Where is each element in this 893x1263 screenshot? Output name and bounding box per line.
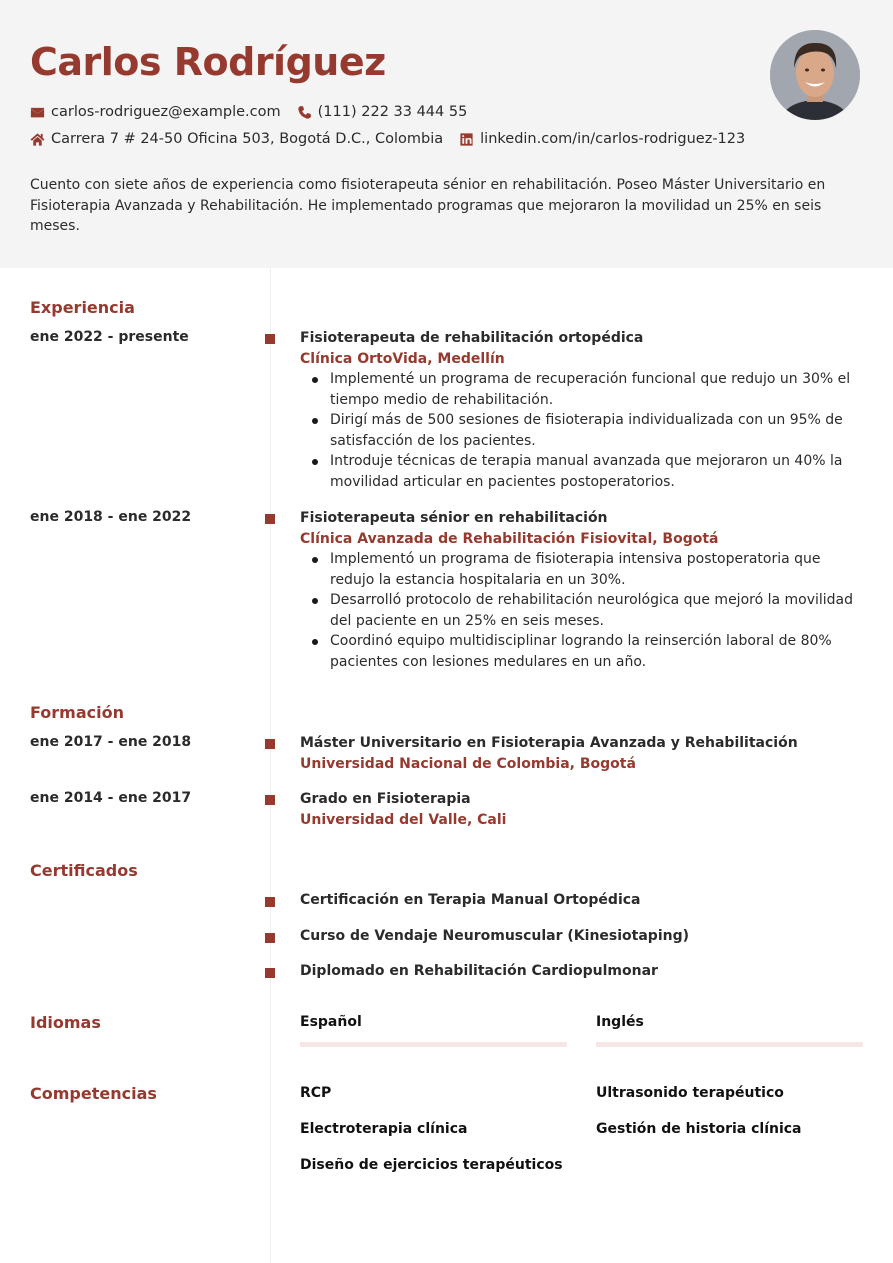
contact-phone[interactable]: [297, 104, 468, 120]
education-degree: Grado en Fisioterapia: [300, 791, 471, 807]
bullet-item: Implementé un programa de recuperación funcional que redujo un 30% el tiempo medio de rehabilitación.: [300, 369, 865, 410]
timeline-marker: [265, 897, 275, 907]
bullet-item: Introduje técnicas de terapia manual avanzada que mejoraron un 40% la movilidad articular en pacientes postoperatorios.: [300, 451, 865, 492]
education-degree: Máster Universitario en Fisioterapia Avanzada y Rehabilitación: [300, 735, 798, 751]
certificate-item: Certificación en Terapia Manual Ortopédica: [300, 892, 641, 908]
language-level-bar: [596, 1042, 863, 1047]
experience-details: [300, 328, 865, 492]
profile-photo-image: [770, 30, 860, 120]
timeline-marker: [265, 968, 275, 978]
language-item: [300, 1014, 567, 1047]
experience-bullets: [300, 369, 865, 492]
contact-row-1: [30, 104, 483, 120]
phone-text[interactable]: (111) 222 33 444 55: [317, 104, 468, 120]
experience-dates: ene 2022 - presente: [30, 329, 189, 345]
education-school: Universidad del Valle, Cali: [300, 811, 507, 828]
contact-linkedin[interactable]: [459, 131, 745, 147]
section-title-certificates: Certificados: [30, 861, 138, 880]
section-title-languages: Idiomas: [30, 1013, 101, 1032]
skill-item: Ultrasonido terapéutico: [596, 1085, 784, 1101]
contact-email[interactable]: [30, 104, 281, 120]
experience-role: Fisioterapeuta sénior en rehabilitación: [300, 510, 608, 526]
experience-bullets: [300, 549, 865, 672]
education-dates: ene 2017 - ene 2018: [30, 734, 192, 750]
contact-row-2: [30, 131, 761, 147]
linkedin-link[interactable]: linkedin.com/in/carlos-rodriguez-123: [480, 131, 746, 147]
timeline-marker: [265, 514, 275, 524]
envelope-icon: [30, 105, 45, 120]
experience-details: [300, 508, 865, 672]
education-dates: ene 2014 - ene 2017: [30, 790, 192, 806]
home-icon: [30, 132, 45, 147]
timeline-marker: [265, 933, 275, 943]
resume-header: [0, 0, 893, 268]
bullet-item: Coordinó equipo multidisciplinar logrando la reinserción laboral de 80% pacientes con lesiones medulares en un año.: [300, 631, 865, 672]
address-text: Carrera 7 # 24-50 Oficina 503, Bogotá D.C., Colombia: [51, 131, 444, 147]
timeline-marker: [265, 795, 275, 805]
experience-organization: Clínica OrtoVida, Medellín: [300, 350, 505, 367]
education-details: [300, 789, 865, 830]
skill-item: Diseño de ejercicios terapéuticos: [300, 1157, 563, 1173]
experience-role: Fisioterapeuta de rehabilitación ortopédica: [300, 330, 644, 346]
skill-item: Gestión de historia clínica: [596, 1121, 802, 1137]
candidate-name: Carlos Rodríguez: [30, 40, 386, 84]
section-title-skills: Competencias: [30, 1084, 157, 1103]
experience-organization: Clínica Avanzada de Rehabilitación Fisiovital, Bogotá: [300, 530, 719, 547]
education-school: Universidad Nacional de Colombia, Bogotá: [300, 755, 636, 772]
skill-item: RCP: [300, 1085, 332, 1101]
contact-address: [30, 131, 443, 147]
language-level-bar: [300, 1042, 567, 1047]
language-item: [596, 1014, 863, 1047]
email-text[interactable]: carlos-rodriguez@example.com: [51, 104, 281, 120]
language-name: Inglés: [596, 1014, 644, 1030]
timeline-marker: [265, 334, 275, 344]
language-name: Español: [300, 1014, 362, 1030]
column-divider: [270, 268, 271, 1263]
bullet-item: Implementó un programa de fisioterapia intensiva postoperatoria que redujo la estancia hospitalaria en un 30%.: [300, 549, 865, 590]
phone-icon: [297, 105, 312, 120]
bullet-item: Dirigí más de 500 sesiones de fisioterapia individualizada con un 95% de satisfacción de los pacientes.: [300, 410, 865, 451]
certificate-item: Curso de Vendaje Neuromuscular (Kinesiotaping): [300, 928, 690, 944]
section-title-experience: Experiencia: [30, 298, 135, 317]
linkedin-icon: [459, 132, 474, 147]
timeline-marker: [265, 739, 275, 749]
experience-dates: ene 2018 - ene 2022: [30, 509, 192, 525]
skill-item: Electroterapia clínica: [300, 1121, 468, 1137]
section-title-education: Formación: [30, 703, 124, 722]
profile-photo: [770, 30, 860, 120]
certificate-item: Diplomado en Rehabilitación Cardiopulmonar: [300, 963, 658, 979]
education-details: [300, 733, 865, 774]
professional-summary: Cuento con siete años de experiencia como fisioterapeuta sénior en rehabilitación. Poseo Máster Universitario en Fisioterapia Avanzada y Rehabilitación. He implementado programas que mejoraron la movilidad un 25% en seis meses.: [30, 177, 826, 234]
bullet-item: Desarrolló protocolo de rehabilitación neurológica que mejoró la movilidad del paciente en un 25% en seis meses.: [300, 590, 865, 631]
